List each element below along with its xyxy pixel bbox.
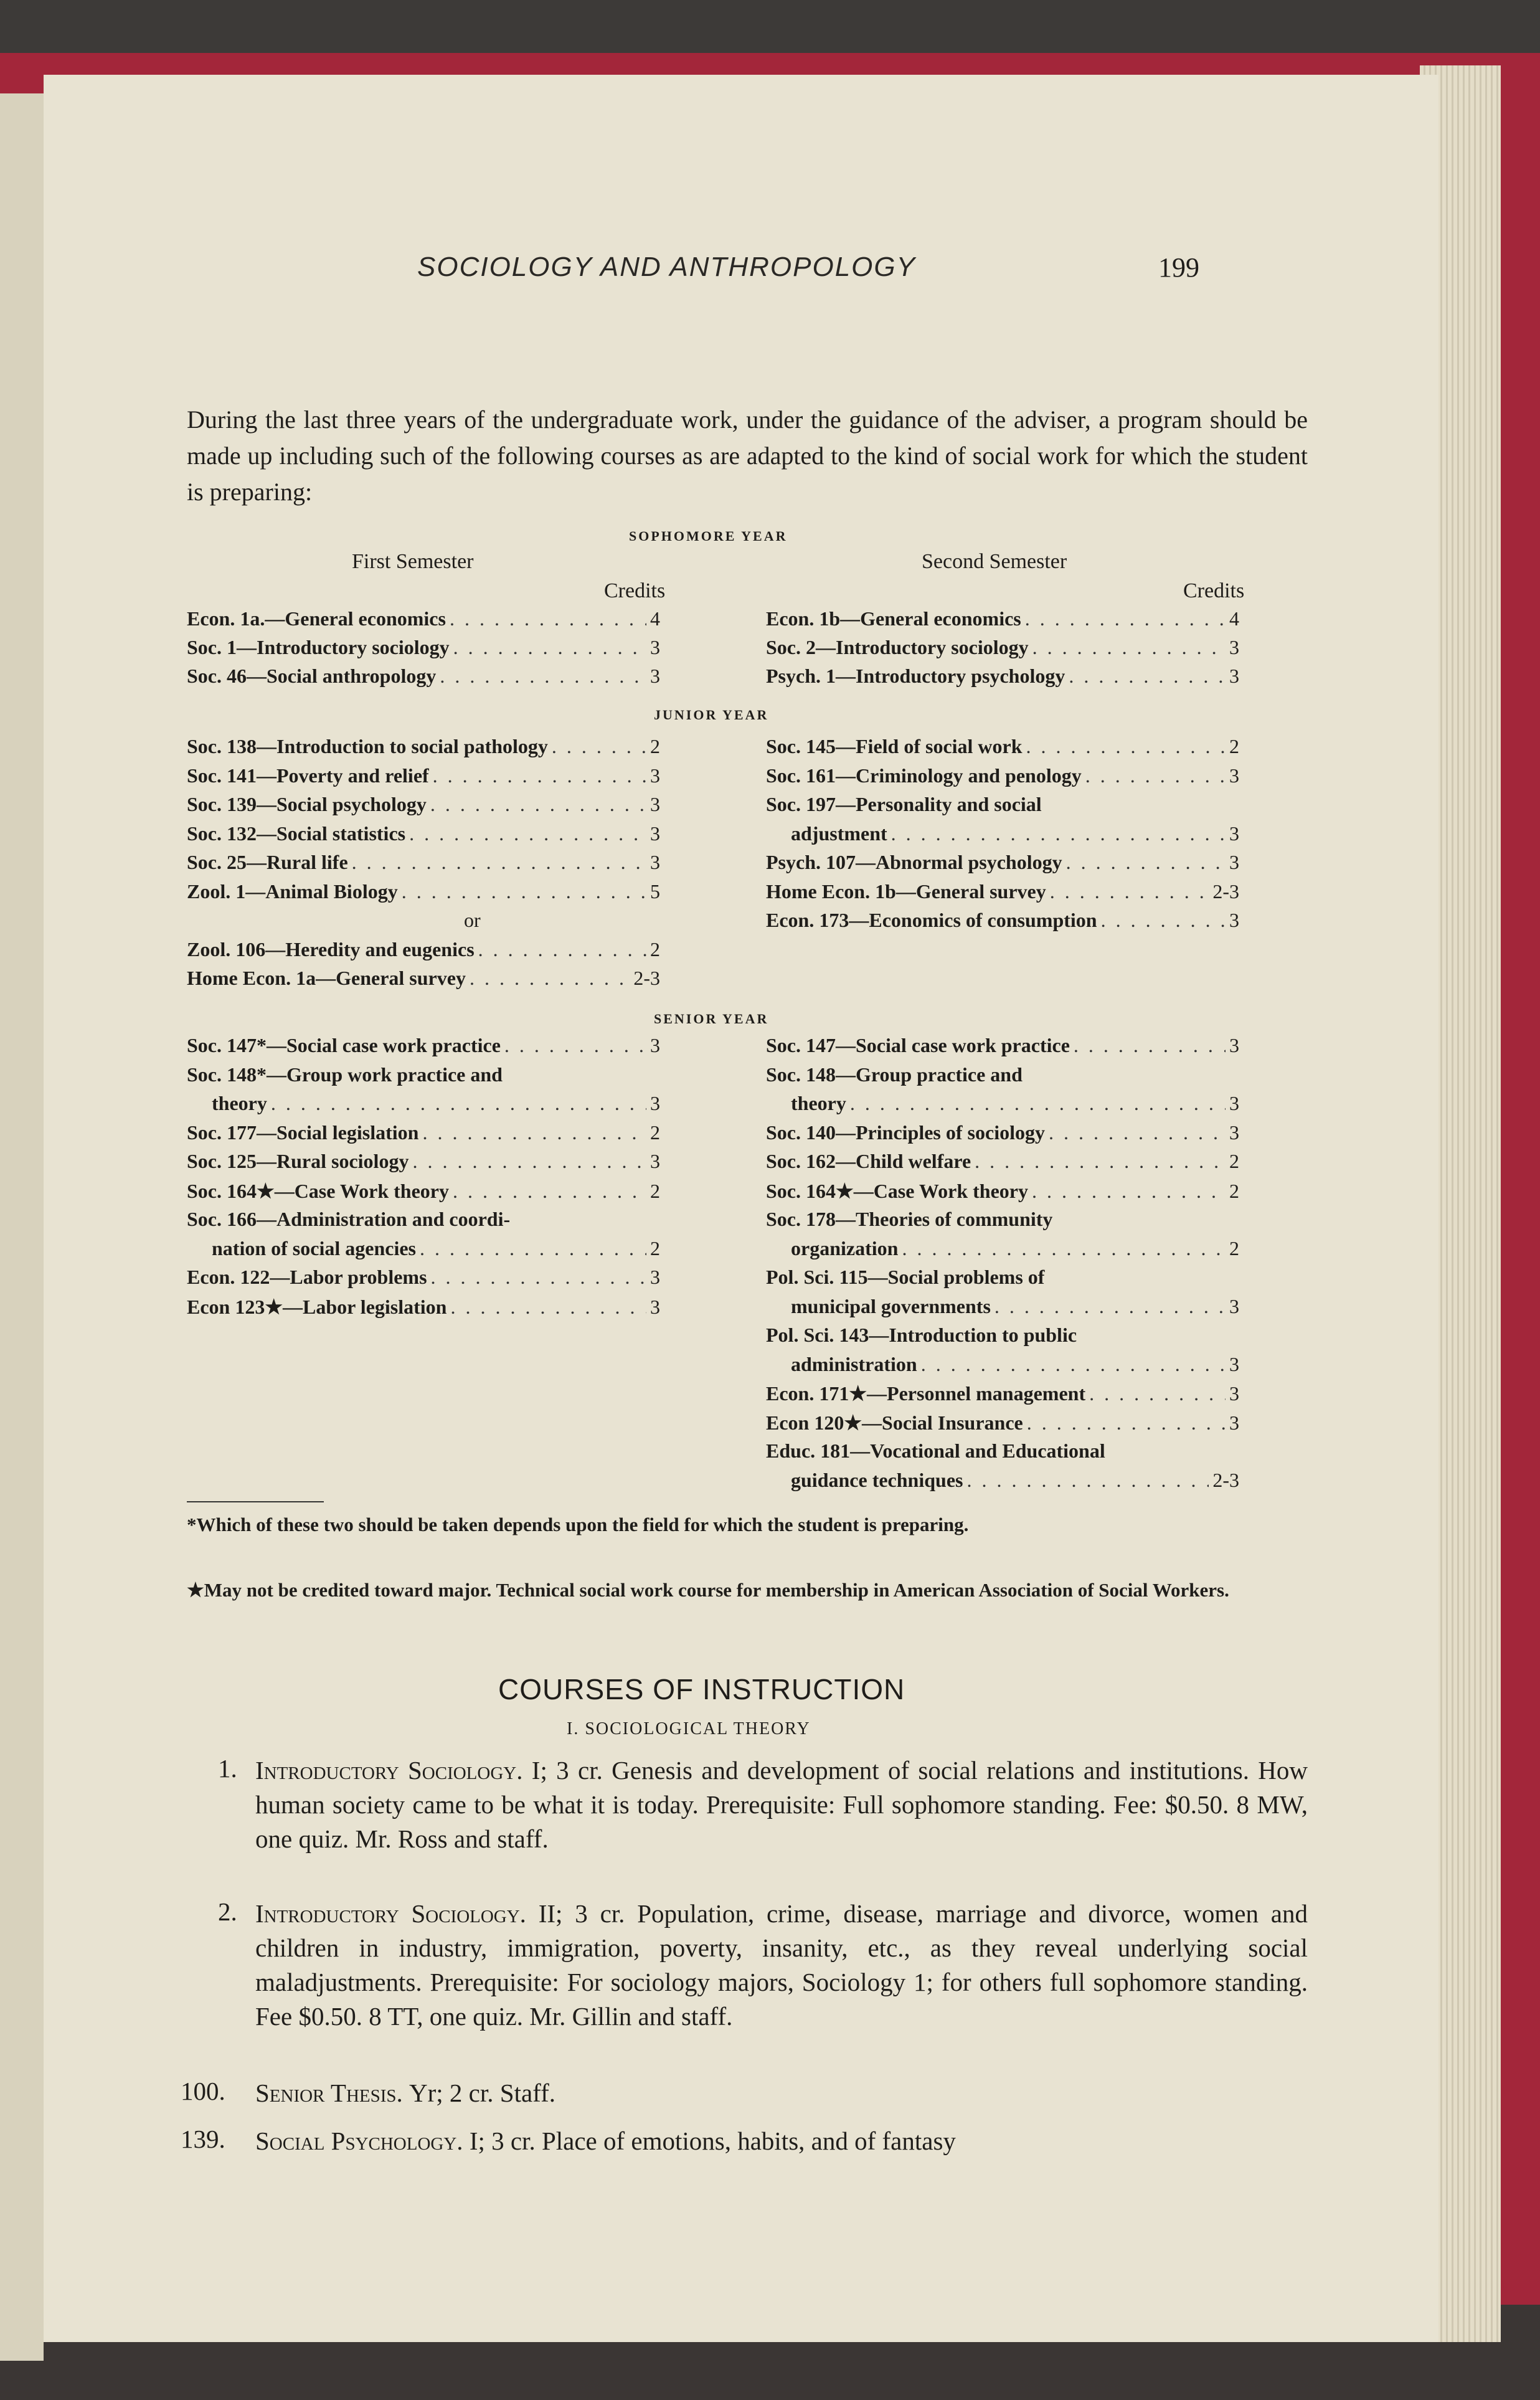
course-plan-credits: 3 xyxy=(1229,1382,1239,1405)
senior-first-semester xyxy=(187,1034,660,1324)
course-plan-row xyxy=(187,1150,660,1179)
course-entry xyxy=(255,1897,1308,2034)
course-plan-label: administration xyxy=(791,1352,917,1375)
course-plan-row xyxy=(187,967,660,996)
course-plan-credits: 3 xyxy=(1229,1121,1239,1144)
course-plan-row xyxy=(766,1266,1239,1295)
course-number: 1. xyxy=(218,1754,237,1783)
leader-dots xyxy=(975,1150,1226,1173)
course-plan-label: organization xyxy=(791,1236,899,1259)
course-plan-label: theory xyxy=(791,1092,846,1114)
course-plan-credits: 3 xyxy=(1229,909,1239,931)
courses-heading: COURSES OF INSTRUCTION xyxy=(498,1673,905,1705)
leader-dots xyxy=(994,1295,1226,1318)
course-plan-credits: 2-3 xyxy=(1212,880,1239,903)
course-plan-label: Soc. 147*—Social case work practice xyxy=(187,1034,501,1056)
leader-dots xyxy=(1089,1382,1226,1405)
leader-dots xyxy=(440,665,646,688)
or-separator: or xyxy=(464,909,481,931)
course-plan-row xyxy=(766,1382,1239,1411)
course-plan-label: Soc. 164★—Case Work theory xyxy=(187,1179,449,1202)
leader-dots xyxy=(271,1092,646,1115)
course-plan-credits: 2 xyxy=(1229,1236,1239,1259)
course-plan-row xyxy=(766,1208,1239,1237)
leader-dots xyxy=(453,636,646,659)
leader-dots xyxy=(470,967,630,990)
leader-dots xyxy=(966,1469,1209,1492)
course-description: I; 3 cr. Place of emotions, habits, and of fantasy xyxy=(469,2127,956,2155)
course-description: Yr; 2 cr. Staff. xyxy=(409,2079,555,2107)
course-plan-credits: 3 xyxy=(1229,851,1239,873)
course-plan-credits: 4 xyxy=(650,607,660,630)
course-plan-credits: 3 xyxy=(1229,822,1239,845)
junior-heading: JUNIOR YEAR xyxy=(654,707,769,723)
course-plan-credits: 3 xyxy=(1229,764,1239,787)
leader-dots xyxy=(1069,665,1226,688)
course-plan-row xyxy=(766,1411,1239,1440)
course-plan-row xyxy=(766,793,1239,822)
course-plan-label: Zool. 106—Heredity and eugenics xyxy=(187,937,475,960)
course-plan-row xyxy=(766,1469,1239,1498)
leader-dots xyxy=(1032,1180,1226,1203)
leader-dots xyxy=(402,880,646,903)
leader-dots xyxy=(1085,764,1226,787)
course-plan-row xyxy=(187,1063,660,1093)
course-plan-row xyxy=(766,1237,1239,1266)
leader-dots xyxy=(478,938,646,961)
course-plan-credits: 2 xyxy=(1229,1150,1239,1172)
course-plan-credits: 2 xyxy=(650,735,660,757)
course-plan-row xyxy=(766,636,1239,665)
course-plan-row xyxy=(766,1034,1239,1063)
course-plan-credits: 3 xyxy=(650,764,660,787)
course-plan-label: municipal governments xyxy=(791,1294,991,1317)
leader-dots xyxy=(921,1353,1226,1376)
course-plan-label: Econ. 173—Economics of consumption xyxy=(766,909,1097,931)
course-plan-label: Home Econ. 1b—General survey xyxy=(766,880,1046,903)
leader-dots xyxy=(450,1296,646,1319)
course-plan-credits: 3 xyxy=(1229,1092,1239,1114)
course-plan-label: Psych. 1—Introductory psychology xyxy=(766,665,1065,687)
previous-page-edge xyxy=(0,93,44,2361)
leader-dots xyxy=(891,822,1226,845)
course-title: Senior Thesis. xyxy=(255,2079,410,2107)
course-plan-row xyxy=(187,1208,660,1237)
course-plan-row xyxy=(766,607,1239,636)
leader-dots xyxy=(552,735,646,758)
course-plan-row xyxy=(766,1150,1239,1179)
junior-second-semester xyxy=(766,735,1239,938)
course-plan-credits: 2 xyxy=(650,1179,660,1202)
course-plan-label: Econ. 1a.—General economics xyxy=(187,607,446,630)
leader-dots xyxy=(1101,909,1226,932)
course-title: Introductory Sociology. xyxy=(255,1756,532,1785)
course-plan-row xyxy=(187,665,660,693)
course-plan-row xyxy=(187,607,660,636)
course-plan-label: Home Econ. 1a—General survey xyxy=(187,967,466,989)
course-plan-credits: 3 xyxy=(1229,636,1239,658)
course-plan-label: Soc. 141—Poverty and relief xyxy=(187,764,429,787)
course-plan-label: Soc. 164★—Case Work theory xyxy=(766,1179,1028,1202)
first-semester-label: First Semester xyxy=(352,550,474,573)
course-number: 100. xyxy=(181,2077,225,2105)
course-plan-label: Soc. 166—Administration and coordi- xyxy=(187,1208,511,1230)
course-plan-row xyxy=(187,1237,660,1266)
course-plan-row xyxy=(766,735,1239,764)
course-plan-credits: 2 xyxy=(650,1121,660,1144)
sophomore-heading: SOPHOMORE YEAR xyxy=(629,528,788,544)
course-plan-label: Soc. 148*—Group work practice and xyxy=(187,1063,503,1086)
course-plan-credits: 3 xyxy=(650,1266,660,1288)
leader-dots xyxy=(352,851,646,874)
course-entry xyxy=(255,2076,1308,2110)
leader-dots xyxy=(1026,735,1226,758)
course-description: II; 3 cr. Population, crime, disease, marriage and divorce, women and children in industry, immigration, poverty, insanity, etc., as they reveal underlying social maladjustments. Prerequisite: For sociology majors, Sociology 1; for others full sophomore standing. Fee $0.50. 8 TT, one quiz. Mr. Gillin and staff. xyxy=(255,1899,1308,2031)
course-plan-credits: 2-3 xyxy=(1212,1468,1239,1491)
course-plan-credits: 2 xyxy=(650,1236,660,1259)
leader-dots xyxy=(902,1237,1226,1260)
course-plan-label: theory xyxy=(212,1092,267,1114)
leader-dots xyxy=(850,1092,1226,1115)
leader-dots xyxy=(422,1121,646,1144)
course-plan-label: Econ. 1b—General economics xyxy=(766,607,1021,630)
course-plan-credits: 3 xyxy=(650,822,660,845)
course-plan-label: Soc. 140—Principles of sociology xyxy=(766,1121,1045,1144)
running-header: SOCIOLOGY AND ANTHROPOLOGY xyxy=(417,252,916,282)
course-plan-credits: 3 xyxy=(650,1034,660,1056)
senior-heading: SENIOR YEAR xyxy=(654,1011,769,1027)
course-plan-label: Econ. 122—Labor problems xyxy=(187,1266,427,1288)
course-plan-label: Soc. 178—Theories of community xyxy=(766,1208,1053,1230)
leader-dots xyxy=(1074,1034,1226,1057)
course-plan-row xyxy=(766,665,1239,693)
course-plan-row xyxy=(187,793,660,822)
course-plan-credits: 4 xyxy=(1229,607,1239,630)
leader-dots xyxy=(504,1034,646,1057)
course-plan-credits: 2 xyxy=(1229,735,1239,757)
course-plan-label: Pol. Sci. 143—Introduction to public xyxy=(766,1324,1077,1346)
course-plan-label: Soc. 177—Social legislation xyxy=(187,1121,419,1144)
course-plan-label: Soc. 132—Social statistics xyxy=(187,822,406,845)
credits-label-right: Credits xyxy=(1183,579,1245,602)
footnote-rule xyxy=(187,1501,324,1502)
course-plan-credits: 5 xyxy=(650,880,660,903)
course-plan-label: Econ 120★—Social Insurance xyxy=(766,1411,1023,1434)
course-plan-label: Soc. 148—Group practice and xyxy=(766,1063,1023,1086)
course-plan-credits: 3 xyxy=(1229,665,1239,687)
course-plan-label: Soc. 197—Personality and social xyxy=(766,793,1042,815)
footnote-asterisk: *Which of these two should be taken depends upon the field for which the student is preparing. xyxy=(187,1514,969,1535)
course-plan-row xyxy=(766,880,1239,909)
course-plan-credits: 2-3 xyxy=(633,967,660,989)
course-plan-credits: 3 xyxy=(1229,1411,1239,1434)
course-plan-credits: 3 xyxy=(650,665,660,687)
course-plan-label: Soc. 139—Social psychology xyxy=(187,793,427,815)
course-plan-label: Econ. 171★—Personnel management xyxy=(766,1382,1086,1405)
course-plan-row xyxy=(187,764,660,794)
course-plan-row xyxy=(766,851,1239,880)
course-entry xyxy=(255,2124,1308,2158)
course-plan-row xyxy=(766,764,1239,794)
course-plan-row xyxy=(766,1295,1239,1324)
course-number: 139. xyxy=(181,2125,225,2153)
leader-dots xyxy=(430,793,646,816)
leader-dots xyxy=(1050,880,1209,903)
leader-dots xyxy=(1027,1411,1226,1435)
course-plan-label: adjustment xyxy=(791,822,887,845)
page-number: 199 xyxy=(1158,252,1199,283)
course-plan-label: Soc. 46—Social anthropology xyxy=(187,665,437,687)
course-plan-row xyxy=(187,1121,660,1150)
course-plan-label: Zool. 1—Animal Biology xyxy=(187,880,398,903)
course-plan-credits: 3 xyxy=(650,851,660,873)
course-plan-row xyxy=(766,1121,1239,1150)
course-plan-row xyxy=(187,880,660,909)
course-plan-credits: 2 xyxy=(1229,1179,1239,1202)
course-plan-label: Psych. 107—Abnormal psychology xyxy=(766,851,1062,873)
course-plan-row xyxy=(187,1266,660,1295)
leader-dots xyxy=(1032,636,1226,659)
course-plan-row xyxy=(187,851,660,880)
course-plan-credits: 3 xyxy=(650,1295,660,1318)
leader-dots xyxy=(450,607,646,630)
course-plan-label: guidance techniques xyxy=(791,1468,963,1491)
course-description: I; 3 cr. Genesis and development of social relations and institutions. How human society came to be what it is today. Prerequisite: Full sophomore standing. Fee: $0.50. 8 MW, one quiz. Mr. Ross and staff. xyxy=(255,1756,1308,1853)
course-plan-label: Soc. 125—Rural sociology xyxy=(187,1150,409,1172)
junior-first-semester xyxy=(187,735,660,996)
senior-second-semester xyxy=(766,1034,1239,1497)
credits-label-left: Credits xyxy=(604,579,666,602)
leader-dots xyxy=(412,1150,646,1173)
course-plan-row xyxy=(766,1440,1239,1469)
course-plan-label: Educ. 181—Vocational and Educational xyxy=(766,1440,1105,1462)
course-plan-credits: 3 xyxy=(650,636,660,658)
course-plan-label: Econ 123★—Labor legislation xyxy=(187,1295,447,1318)
course-plan-credits: 3 xyxy=(1229,1352,1239,1375)
course-plan-row xyxy=(766,1324,1239,1353)
course-plan-row xyxy=(187,1179,660,1208)
course-plan-row xyxy=(187,636,660,665)
course-plan-label: Pol. Sci. 115—Social problems of xyxy=(766,1266,1045,1288)
course-plan-label: Soc. 2—Introductory sociology xyxy=(766,636,1029,658)
course-plan-label: Soc. 25—Rural life xyxy=(187,851,348,873)
course-plan-row xyxy=(766,1179,1239,1208)
course-plan-row xyxy=(766,1092,1239,1121)
course-plan-row xyxy=(187,1092,660,1121)
intro-paragraph: During the last three years of the undergraduate work, under the guidance of the adviser, a program should be made up including such of the following courses as are adapted to the kind of social work for which the student is preparing: xyxy=(187,406,1308,506)
course-plan-label: Soc. 145—Field of social work xyxy=(766,735,1023,757)
course-title: Social Psychology. xyxy=(255,2127,470,2155)
course-plan-credits: 3 xyxy=(1229,1034,1239,1056)
course-plan-row xyxy=(766,822,1239,851)
leader-dots xyxy=(409,822,646,845)
course-plan-row xyxy=(187,735,660,764)
sophomore-second-semester xyxy=(766,607,1239,693)
leader-dots xyxy=(1049,1121,1226,1144)
course-plan-row xyxy=(187,1034,660,1063)
course-plan-label: Soc. 138—Introduction to social pathology xyxy=(187,735,548,757)
course-plan-row xyxy=(187,822,660,851)
course-plan-row xyxy=(766,1063,1239,1093)
course-plan-label: nation of social agencies xyxy=(212,1236,416,1259)
leader-dots xyxy=(431,1266,646,1289)
course-title: Introductory Sociology. xyxy=(255,1899,539,1928)
second-semester-label: Second Semester xyxy=(922,550,1067,573)
course-entry xyxy=(255,1753,1308,1856)
leader-dots xyxy=(1025,607,1226,630)
sophomore-first-semester xyxy=(187,607,660,693)
courses-subheading: I. SOCIOLOGICAL THEORY xyxy=(567,1719,811,1738)
course-plan-label: Soc. 162—Child welfare xyxy=(766,1150,971,1172)
course-plan-credits: 2 xyxy=(650,937,660,960)
course-number: 2. xyxy=(218,1897,237,1926)
book-page xyxy=(44,75,1438,2342)
course-plan-credits: 3 xyxy=(650,793,660,815)
leader-dots xyxy=(420,1237,646,1260)
course-plan-label: Soc. 161—Criminology and penology xyxy=(766,764,1082,787)
footnote-star: ★May not be credited toward major. Technical social work course for membership in American Association of Social Workers. xyxy=(187,1579,1229,1601)
course-plan-row xyxy=(766,1353,1239,1382)
leader-dots xyxy=(1066,851,1226,874)
course-plan-label: Soc. 147—Social case work practice xyxy=(766,1034,1070,1056)
course-plan-credits: 3 xyxy=(1229,1294,1239,1317)
leader-dots xyxy=(453,1180,646,1203)
course-plan-row xyxy=(187,938,660,967)
course-plan-label: Soc. 1—Introductory sociology xyxy=(187,636,450,658)
leader-dots xyxy=(433,764,646,787)
course-plan-row xyxy=(766,909,1239,938)
course-plan-credits: 3 xyxy=(650,1092,660,1114)
course-plan-row xyxy=(187,1295,660,1324)
course-plan-credits: 3 xyxy=(650,1150,660,1172)
